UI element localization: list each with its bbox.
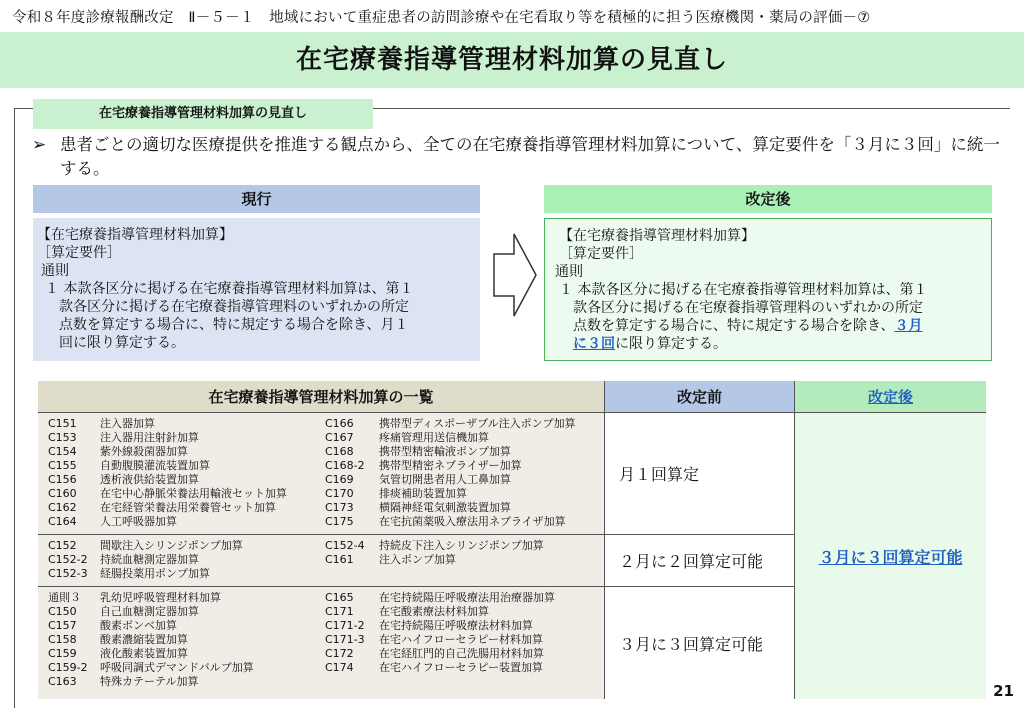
current-line: 款各区分に掲げる在宅療養指導管理料のいずれかの所定 [59,299,409,315]
code-row [48,487,287,501]
fee-code: C153 [48,431,77,444]
fee-name: 携帯型精密輸液ポンプ加算 [379,445,511,458]
revised-emphasis: に３回 [573,336,615,352]
fee-code: C166 [325,417,354,430]
fee-name: 酸素濃縮装置加算 [100,633,188,646]
fee-name: 液化酸素装置加算 [100,647,188,660]
revised-line-text: 点数を算定する場合に、特に規定する場合を除き、 [573,318,895,334]
code-row [48,619,254,633]
revised-line: １ 本款各区分に掲げる在宅療養指導管理材料加算は、第１ [559,282,928,298]
fee-name: 在宅抗菌薬吸入療法用ネブライザ加算 [379,515,566,528]
code-row [325,431,576,445]
table-row-group-3 [38,587,605,699]
fee-code: C159 [48,647,77,660]
fee-name: 乳幼児呼吸管理材料加算 [100,591,221,604]
code-row [325,473,576,487]
current-heading: 現行 [33,185,480,213]
current-line: 【在宅療養指導管理材料加算】 [37,227,233,243]
fee-code: C152-4 [325,539,365,552]
fee-code: C175 [325,515,354,528]
fee-code: C164 [48,515,77,528]
fee-name: 持続皮下注入シリンジポンプ加算 [379,539,544,552]
code-row [325,515,576,529]
code-list-right [325,591,555,675]
code-row [325,647,555,661]
fee-name: 在宅中心静脈栄養法用輸液セット加算 [100,487,287,500]
fee-code: C155 [48,459,77,472]
fee-name: 経腸投薬用ポンプ加算 [100,567,210,580]
fee-code: C152-3 [48,567,88,580]
code-row [48,445,287,459]
fee-name: 在宅持続陽圧呼吸療法用治療器加算 [379,591,555,604]
code-row [325,553,544,567]
fee-code: C171 [325,605,354,618]
fee-code: C152 [48,539,77,552]
code-list-left [48,539,243,581]
section-label: 在宅療養指導管理材料加算の見直し [98,106,307,121]
code-list-right [325,539,544,567]
fee-name: 在宅経管栄養法用栄養管セット加算 [100,501,276,514]
current-line: 回に限り算定する。 [59,335,185,351]
revised-line: 【在宅療養指導管理材料加算】 [559,228,755,244]
code-row [325,445,576,459]
fee-name: 横隔神経電気刺激装置加算 [379,501,511,514]
revised-line: 款各区分に掲げる在宅療養指導管理料のいずれかの所定 [573,300,923,316]
code-row [325,661,555,675]
fee-name: 自動腹膜灌流装置加算 [100,459,210,472]
fee-name: 排痰補助装置加算 [379,487,467,500]
arrow-right-icon [492,230,538,320]
code-row [325,417,576,431]
fee-code: C157 [48,619,77,632]
fee-name: 在宅酸素療法材料加算 [379,605,489,618]
fee-name: 特殊カテーテル加算 [100,675,199,688]
revised-line [573,317,922,335]
code-row [325,591,555,605]
before-cell: ３月に３回算定可能 [605,587,795,699]
fee-name: 注入ポンプ加算 [379,553,456,566]
fee-name: 透析液供給装置加算 [100,473,199,486]
table-header-before: 改定前 [605,381,795,413]
fee-code: 通則３ [48,591,81,604]
fee-name: 在宅経肛門的自己洗腸用材料加算 [379,647,544,660]
fee-name: 間歇注入シリンジポンプ加算 [100,539,243,552]
fee-code: C172 [325,647,354,660]
bullet-text: 患者ごとの適切な医療提供を推進する観点から、全ての在宅療養指導管理材料加算について、算定要件を「３月に３回」に統一する。 [60,135,1000,178]
fee-code: C171-3 [325,633,365,646]
table-row-group-2 [38,535,605,587]
revised-rule-box [544,218,992,361]
fee-name: 人工呼吸器加算 [100,515,177,528]
code-row [48,417,287,431]
slide-header: 令和８年度診療報酬改定 Ⅱ－５－１ 地域において重症患者の訪問診療や在宅看取り等を積極的に担う医療機関・薬局の評価－⑦ [12,10,871,26]
code-list-left [48,417,287,529]
fee-code: C163 [48,675,77,688]
bullet-icon: ➢ [32,135,47,155]
fee-code: C152-2 [48,553,88,566]
current-line: 通則 [41,263,69,279]
fee-name: 注入器用注射針加算 [100,431,199,444]
fee-code: C158 [48,633,77,646]
fee-code: C168 [325,445,354,458]
revised-line [573,335,727,353]
after-cell [795,413,986,699]
revised-heading: 改定後 [544,185,992,213]
code-row [48,567,243,581]
fee-code: C173 [325,501,354,514]
code-row [325,539,544,553]
fee-name: 疼痛管理用送信機加算 [379,431,489,444]
code-row [48,633,254,647]
code-row [325,459,576,473]
code-row [48,431,287,445]
fee-code: C150 [48,605,77,618]
code-row [48,661,254,675]
code-row [325,501,576,515]
code-row [325,487,576,501]
revised-line: ［算定要件］ [559,246,643,262]
code-row [48,553,243,567]
revised-line-text: に限り算定する。 [615,336,727,352]
code-list-right [325,417,576,529]
code-row [325,605,555,619]
page-title: 在宅療養指導管理材料加算の見直し [295,45,728,75]
fee-name: 在宅ハイフローセラピー材料加算 [379,633,544,646]
code-row [48,515,287,529]
fee-code: C168-2 [325,459,365,472]
table-header-after: 改定後 [795,381,986,413]
fee-name: 在宅ハイフローセラピー装置加算 [379,661,544,674]
fee-name: 呼吸同調式デマンドバルブ加算 [100,661,254,674]
code-row [325,619,555,633]
before-cell: 月１回算定 [605,413,795,535]
current-rule-box [33,218,480,361]
fee-name: 自己血糖測定器加算 [100,605,199,618]
table-header-list: 在宅療養指導管理材料加算の一覧 [38,381,605,413]
fee-code: C159-2 [48,661,88,674]
code-list-left [48,591,254,689]
code-row [48,459,287,473]
fee-name: 在宅持続陽圧呼吸療法材料加算 [379,619,533,632]
fee-code: C169 [325,473,354,486]
current-line: １ 本款各区分に掲げる在宅療養指導管理材料加算は、第１ [45,281,414,297]
current-line: 点数を算定する場合に、特に規定する場合を除き、月１ [59,317,409,333]
code-row [48,539,243,553]
fee-name: 携帯型ディスポーザブル注入ポンプ加算 [379,417,576,430]
fee-name: 持続血糖測定器加算 [100,553,199,566]
fee-code: C165 [325,591,354,604]
code-row [48,647,254,661]
table-row-group-1 [38,413,605,535]
before-cell: ２月に２回算定可能 [605,535,795,587]
revised-emphasis: ３月 [894,318,923,334]
fee-code: C167 [325,431,354,444]
code-row [325,633,555,647]
revised-line: 通則 [555,264,583,280]
fee-code: C151 [48,417,77,430]
code-row [48,605,254,619]
fee-name: 紫外線殺菌器加算 [100,445,188,458]
fee-code: C160 [48,487,77,500]
code-row [48,591,254,605]
fee-code: C174 [325,661,354,674]
fee-code: C154 [48,445,77,458]
fee-code: C170 [325,487,354,500]
after-value: ３月に３回算定可能 [818,547,963,567]
code-row [48,675,254,689]
fee-name: 気管切開患者用人工鼻加算 [379,473,511,486]
page-number: 21 [993,682,1014,700]
code-row [48,501,287,515]
fee-name: 注入器加算 [100,417,155,430]
current-line: ［算定要件］ [37,245,121,261]
fee-code: C156 [48,473,77,486]
fee-name: 携帯型精密ネブライザー加算 [379,459,522,472]
code-row [48,473,287,487]
fee-code: C162 [48,501,77,514]
fee-code: C161 [325,553,354,566]
fee-name: 酸素ボンベ加算 [100,619,177,632]
fee-code: C171-2 [325,619,365,632]
